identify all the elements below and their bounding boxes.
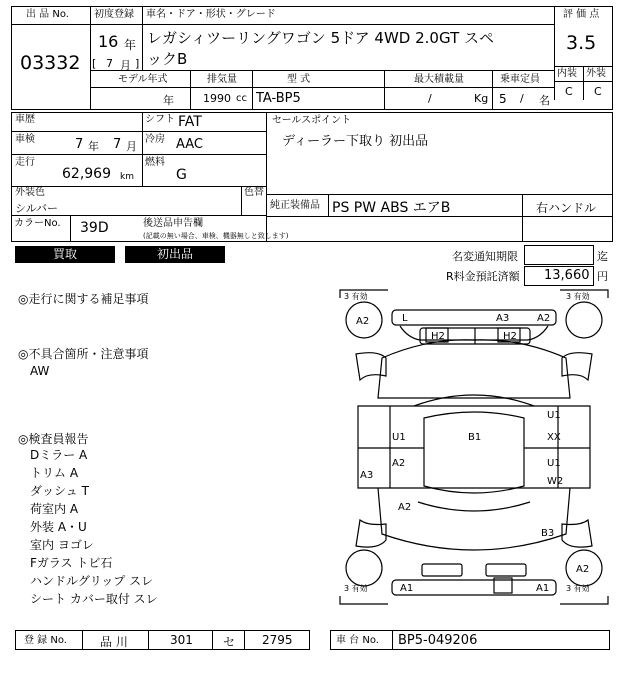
divider [554, 6, 555, 100]
capacity-label: 乗車定員 [500, 74, 540, 85]
defects-title: ◎不具合箇所・注意事項 [18, 347, 149, 361]
type-label: 型 式 [287, 74, 311, 85]
mark-rr-wheel: A2 [576, 564, 590, 575]
tire-label: 3 有効 [566, 584, 590, 593]
car-name-label: 車名・ドア・形状・グレード [146, 9, 276, 20]
mark-roof-a2: A2 [537, 313, 551, 324]
year-unit: 年 [124, 38, 137, 52]
divider [148, 630, 149, 650]
mark-h2-left: H2 [431, 331, 445, 342]
renewal-unit: 迄 [597, 250, 608, 263]
car-damage-diagram [338, 288, 610, 606]
displacement: 1990 [203, 92, 231, 105]
score: 3.5 [566, 32, 597, 54]
chassis-label: 車 台 No. [336, 635, 379, 646]
mark-rear-a2: A2 [398, 502, 412, 513]
reg-area: 品 川 [100, 635, 128, 649]
lot-no: 03332 [20, 52, 81, 74]
first-reg-year: 16 [98, 32, 119, 51]
ac-label: 冷房 [145, 134, 165, 145]
color-no-label: カラーNo. [14, 218, 61, 229]
recycle-amount: 13,660 [544, 268, 590, 283]
model-year-label: モデル年式 [118, 74, 168, 85]
inspection-month: 7 [113, 137, 122, 152]
divider [190, 70, 191, 110]
aftermarket-note: (記載の無い場合、車検、機器無しと致します) [143, 232, 289, 240]
mark-roof-l: L [402, 313, 408, 324]
ac: AAC [176, 137, 203, 152]
max-load-slash: / [428, 92, 432, 105]
divider [241, 186, 242, 215]
inspector-item: ダッシュ T [30, 484, 89, 498]
divider [11, 186, 267, 187]
mark-fl-wheel: A2 [356, 316, 370, 327]
first-reg-label: 初度登録 [94, 9, 134, 20]
divider [90, 24, 554, 25]
type-value: TA-BP5 [256, 91, 301, 106]
renewal-label: 名変通知期限 [452, 250, 518, 263]
equipment-label: 純正装備品 [270, 200, 320, 211]
reg-number: 2795 [262, 633, 293, 647]
mark-rear-b3: B3 [541, 528, 555, 539]
steering: 右ハンドル [536, 201, 597, 215]
model-year-unit: 年 [163, 94, 174, 107]
divider [11, 154, 267, 155]
aftermarket-label: 後送品申告欄 [143, 218, 203, 229]
inspector-item: 室内 ヨゴレ [30, 538, 94, 552]
mark-roof-a3: A3 [496, 313, 510, 324]
shift-label: シフト [145, 114, 175, 125]
driving-title: ◎走行に関する補足事項 [18, 292, 149, 306]
interior-grade: C [565, 85, 573, 98]
mark-door-u1-right-top: U1 [547, 410, 561, 421]
divider [266, 194, 613, 195]
lot-no-label: 出 品 No. [26, 9, 69, 20]
tire-rear-left [346, 550, 382, 586]
tire-label: 3 有効 [566, 292, 590, 301]
divider [11, 24, 91, 25]
mark-fender-a3: A3 [360, 470, 374, 481]
mark-h2-right: H2 [503, 331, 517, 342]
divider [244, 630, 245, 650]
score-label: 評 価 点 [563, 9, 600, 20]
buy-tag: 買取 [15, 246, 115, 263]
divider [142, 112, 143, 186]
inspection-year-unit: 年 [88, 140, 99, 153]
exterior-grade: C [594, 85, 602, 98]
mark-door-u1-left: U1 [392, 432, 406, 443]
sales-point-label: セールスポイント [272, 115, 352, 126]
inspector-item: Dミラー A [30, 448, 88, 462]
inspector-item: トリム A [30, 466, 79, 480]
inspector-item: 荷室内 A [30, 502, 79, 516]
mileage-label: 走行 [15, 157, 35, 168]
first-reg-month-bracket-close: ] [135, 57, 140, 70]
inspection-month-unit: 月 [126, 140, 137, 153]
mark-door-w2: W2 [547, 476, 564, 487]
divider [492, 70, 493, 110]
divider [583, 66, 584, 100]
color-change-label: 色替 [244, 187, 264, 198]
color-no: 39D [80, 220, 109, 236]
recycle-unit: 円 [597, 270, 608, 283]
mark-roof-b1: B1 [468, 432, 482, 443]
car-name-line2: ックB [147, 50, 188, 68]
history-label: 車歴 [15, 114, 35, 125]
inspector-item: 外装 A・U [30, 520, 87, 534]
divider [384, 70, 385, 110]
first-reg-month-bracket: [ [92, 57, 97, 70]
divider [82, 630, 83, 650]
mark-bumper-a1-right: A1 [536, 583, 550, 594]
capacity-unit: 名 [539, 94, 550, 107]
divider [328, 194, 329, 216]
mileage: 62,969 [62, 166, 111, 182]
inspection-label: 車検 [15, 134, 35, 145]
divider [90, 87, 554, 88]
inspector-item: Fガラス トビ石 [30, 556, 113, 570]
divider [392, 630, 393, 650]
exterior-label: 外装 [586, 68, 606, 79]
renewal-box [524, 245, 594, 265]
shift: FAT [178, 114, 202, 130]
mark-door-a2-left: A2 [392, 458, 406, 469]
mark-bumper-a1: A1 [400, 583, 414, 594]
tire-label: 3 有効 [344, 292, 368, 301]
defects-item: AW [30, 364, 50, 378]
car-name-line1: レガシィツーリングワゴン 5ドア 4WD 2.0GT スペ [147, 29, 494, 47]
mileage-unit: km [120, 172, 134, 182]
first-listing-tag: 初出品 [125, 246, 225, 263]
divider [11, 131, 267, 132]
max-load-label: 最大積載量 [414, 74, 464, 85]
recycle-label: R料金預託済額 [446, 270, 520, 283]
tire-label: 3 有効 [344, 584, 368, 593]
inspector-item: シート カバー取付 スレ [30, 592, 158, 606]
equipment: PS PW ABS エアB [332, 200, 451, 216]
month-unit: 月 [120, 59, 131, 72]
reg-class: 301 [170, 633, 193, 647]
displacement-unit: cc [236, 93, 247, 104]
displacement-label: 排気量 [207, 74, 237, 85]
capacity-slash: / [520, 92, 524, 105]
divider [90, 6, 91, 110]
mark-door-xx: XX [547, 432, 561, 443]
divider [142, 6, 143, 70]
mark-door-u1-right-bottom: U1 [547, 458, 561, 469]
inspector-title: ◎検査員報告 [18, 432, 89, 446]
ext-color: シルバー [15, 202, 58, 215]
chassis-no: BP5-049206 [398, 633, 478, 648]
inspector-item: ハンドルグリップ スレ [30, 574, 154, 588]
divider [252, 70, 253, 110]
divider [522, 194, 523, 242]
interior-label: 内装 [557, 68, 577, 79]
reg-kana: セ [223, 635, 236, 649]
first-reg-month: 7 [106, 57, 113, 70]
fuel-label: 燃料 [145, 157, 165, 168]
fuel: G [176, 167, 187, 183]
sales-point: ディーラー下取り 初出品 [282, 134, 429, 149]
inspection-year: 7 [75, 137, 84, 152]
divider [212, 630, 213, 650]
ext-color-label: 外装色 [15, 187, 45, 198]
divider [70, 215, 71, 242]
tire-front-right [566, 302, 602, 338]
capacity: 5 [499, 92, 507, 106]
max-load-unit: Kg [474, 92, 489, 105]
reg-no-label: 登 録 No. [24, 635, 67, 646]
divider [90, 70, 554, 71]
divider [554, 81, 613, 82]
